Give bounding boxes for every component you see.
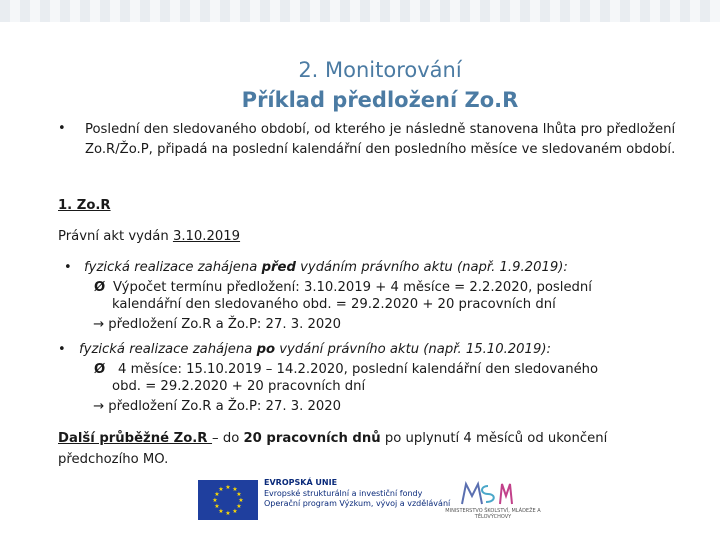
case1-calc-line2: kalendářní den sledovaného obd. = 29.2.2020 + 20 pracovních dní [112,297,556,312]
case2-arrow-icon: Ø [94,362,106,377]
legal-act-date: 3.10.2019 [172,229,241,244]
svg-text:★: ★ [238,497,244,504]
top-decor-band [0,0,720,22]
svg-text:★: ★ [212,497,218,504]
case2-calc-line2: obd. = 29.2.2020 + 20 pracovních dní [112,379,366,394]
case2-result: → předložení Zo.R a Žo.P: 27. 3. 2020 [93,399,342,414]
svg-text:★: ★ [236,491,242,498]
case1-heading [84,258,684,278]
case1-result: → předložení Zo.R a Žo.P: 27. 3. 2020 [93,317,342,332]
footer-note-line2: předchozího MO. [58,452,169,467]
case1-bullet: • [64,260,72,275]
slide-title: 2. Monitorování [298,58,462,82]
svg-text:★: ★ [232,508,238,515]
eu-line2: Evropské strukturální a investiční fondy [264,488,423,498]
svg-text:★: ★ [218,508,224,515]
case1-arrow-icon: Ø [94,280,106,295]
svg-text:★: ★ [214,503,220,510]
case2-after: vydání právního aktu (např. 15.10.2019): [275,342,551,357]
svg-text:★: ★ [236,503,242,510]
eu-logo-text [264,478,450,510]
case2-before: fyzická realizace zahájena [79,342,257,357]
legal-act-line [58,227,240,247]
case1-before: fyzická realizace zahájena [84,260,262,275]
case1-after: vydáním právního aktu (např. 1.9.2019): [295,260,568,275]
intro-paragraph: Poslední den sledovaného období, od kterého je následně stanovena lhůta pro předložení Zo.R/Žo.P, připadá na poslední kalendářní den posledního měsíce ve sledovaném období. [85,122,676,157]
msmt-emblem-icon [440,478,530,508]
case1-keyword: před [261,260,296,275]
footer-link-text: Další průběžné Zo.R [58,431,213,446]
eu-line3: Operační program Výzkum, vývoj a vzdělávání [264,499,451,508]
section-heading: 1. Zo.R [58,198,111,213]
svg-text:★: ★ [218,486,224,493]
case2-keyword: po [256,342,276,357]
footer-line1-end: po uplynutí 4 měsíců od ukončení [380,431,608,446]
eu-line1: EVROPSKÁ UNIE [264,478,338,487]
svg-text:★: ★ [225,510,231,517]
slide-subtitle: Příklad předložení Zo.R [241,88,519,112]
legal-act-prefix: Právní akt vydán [58,229,173,244]
footer-note [58,429,658,449]
case2-heading [79,340,679,360]
footer-strong: 20 pracovních dnů [243,431,381,446]
footer-mid: – do [212,431,244,446]
eu-stars-icon [198,480,258,520]
intro-bullet: • [58,121,66,136]
case2-calc-line1: 4 měsíce: 15.10.2019 – 14.2.2020, poslední kalendářní den sledovaného [118,362,599,377]
svg-text:★: ★ [214,491,220,498]
case1-calc-line1: Výpočet termínu předložení: 3.10.2019 + 4 měsíce = 2.2.2020, poslední [113,280,592,295]
eu-flag-logo [198,480,258,520]
svg-text:★: ★ [232,486,238,493]
svg-text:★: ★ [225,484,231,491]
case2-bullet: • [58,342,66,357]
msmt-logo-text: MINISTERSTVO ŠKOLSTVÍ, MLÁDEŽE A TĚLOVÝCHOVY [445,508,541,520]
